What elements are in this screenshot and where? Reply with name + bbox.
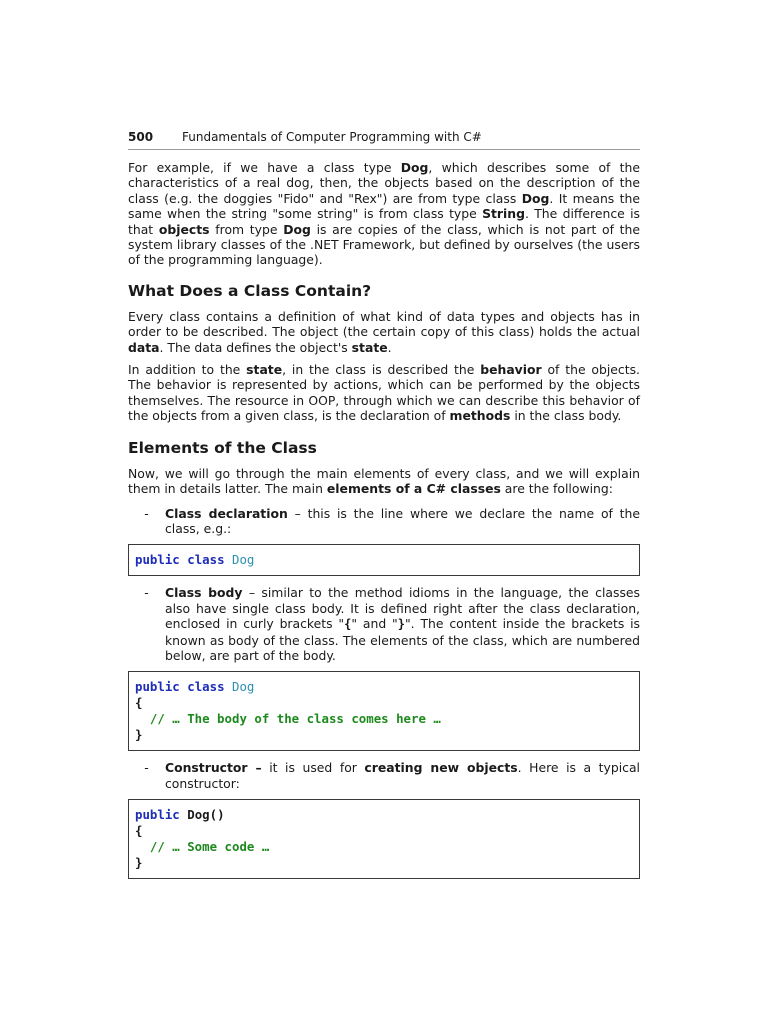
- list-bullet: -: [144, 505, 149, 521]
- section-heading-class-contents: What Does a Class Contain?: [128, 281, 372, 300]
- paragraph-elements-intro: Now, we will go through the main elements of every class, and we will explain them in details latter. The main elements of a C# classes are the following:: [128, 465, 640, 497]
- code-block-constructor: public Dog() { // … Some code … }: [128, 799, 640, 879]
- document-page: [128, 130, 640, 879]
- list-item-class-body: - Class body – similar to the method idioms in the language, the classes also have single class body. It is defined right after the class declaration, enclosed in curly brackets "{" and "}". The content inside the brackets is known as body of the class. The elements of the class, which are numbered below, are part of the body.: [128, 585, 640, 663]
- paragraph-data: Every class contains a definition of what kind of data types and objects has in order to be described. The object (the certain copy of this class) holds the actual data. The data defines the object's state.: [128, 308, 640, 355]
- list-item-constructor: - Constructor – it is used for creating new objects. Here is a typical constructor:: [128, 760, 640, 791]
- page-number: 500: [128, 130, 154, 144]
- paragraph-behavior: In addition to the state, in the class is described the behavior of the objects. The behavior is represented by actions, which can be performed by the objects themselves. The resource in OOP, through which we can describe this behavior of the objects from a given class, is the declaration of methods in the class body.: [128, 362, 640, 424]
- page-header: [128, 130, 640, 150]
- list-bullet: -: [144, 585, 149, 601]
- list-item-class-declaration: - Class declaration – this is the line where we declare the name of the class, e.g.:: [128, 506, 640, 537]
- intro-paragraph: For example, if we have a class type Dog, which describes some of the characteristics of a real dog, then, the objects based on the description of the class (e.g. the doggies "Fido" and "Rex") are from type class Dog. It means the same when the string "some string" is from class type String. The difference is that objects from type Dog is are copies of the class, which is not part of the system library classes of the .NET Framework, but defined by ourselves (the users of the programming language).: [128, 160, 640, 268]
- code-block-class-body: public class Dog { // … The body of the class comes here … }: [128, 671, 640, 751]
- running-title: Fundamentals of Computer Programming with C#: [182, 130, 482, 144]
- section-heading-class-elements: Elements of the Class: [128, 438, 317, 457]
- list-bullet: -: [144, 760, 149, 776]
- code-block-class-declaration: public class Dog: [128, 544, 640, 576]
